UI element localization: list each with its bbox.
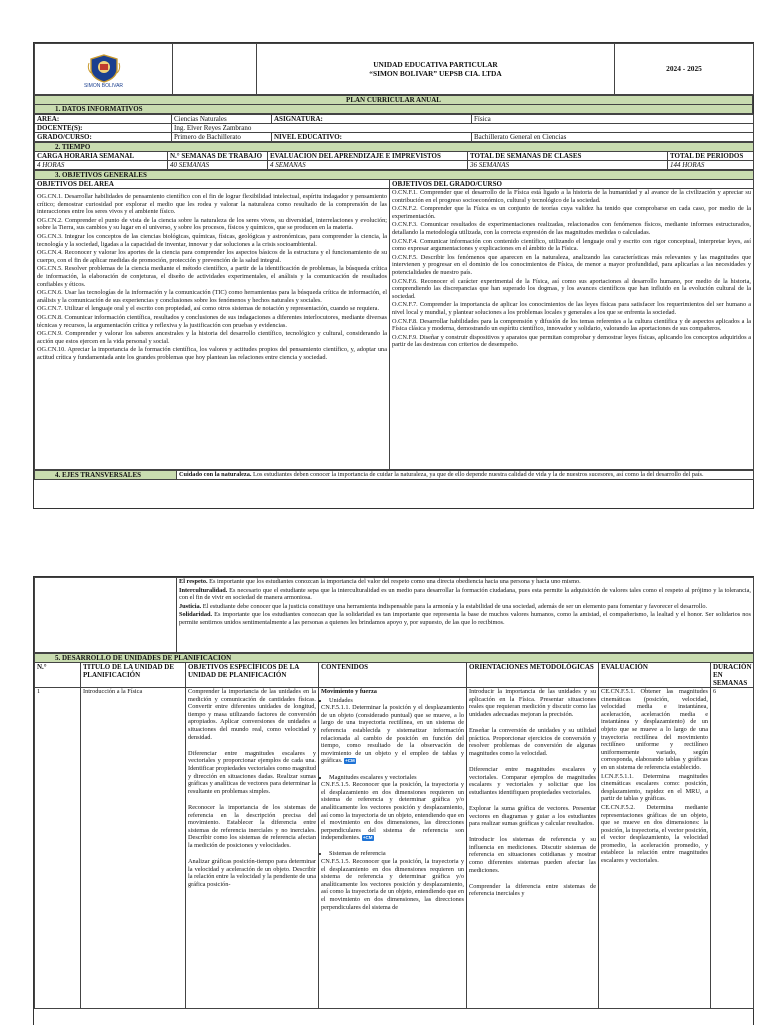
objetivo-especifico: Comprender la importancia de las unidades en la medición y comunicación de cantidades físicas. Convertir entre diferentes unidades de longitud, tiempo y masa utilizando factores de conversión apropiados. Aplicar conversiones de unidades a situaciones del mundo real, como velocidad y densidad. [188, 688, 316, 741]
objetivos-table [34, 170, 754, 470]
objetivos-area-list [35, 189, 390, 470]
school-year: 2024 - 2025 [615, 44, 754, 95]
total-periodos-label: TOTAL DE PERIODOS [668, 152, 754, 161]
section-tiempo: 2. TIEMPO [35, 143, 754, 152]
row-duracion: 6 [711, 688, 754, 1009]
objetivo-area-item: OG.CN.5. Resolver problemas de la ciencia mediante el método científico, a partir de la identificación de problemas, la búsqueda crítica de información, la elaboración de conjeturas, el diseño de actividades experimentales, el análisis y la comunicación de resultados confiables y éticos. [37, 265, 387, 288]
objetivos-grado-heading: OBJETIVOS DEL GRADO/CURSO [390, 180, 754, 189]
eje-interculturalidad [179, 587, 751, 602]
evaluacion-item: CE.CN.F.5.2. Determina mediante representaciones gráficas de un objeto, que se mueve en dos dimensiones: la posición, la trayectoria, el vector posición, el vector desplazamiento, la velocidad promedio, la aceleración promedio, y establece la relación entre magnitudes escalares y vectoriales. [601, 803, 709, 865]
grado-label: GRADO/CURSO: [35, 133, 172, 142]
unidades-table [34, 653, 754, 1009]
school-line-2: “SIMON BOLIVAR” UEPSB CIA. LTDA [369, 69, 502, 78]
asignatura-value: Física [472, 115, 754, 124]
semanas-value: 40 SEMANAS [168, 161, 268, 170]
objetivo-area-item: OG.CN.3. Integrar los conceptos de las ciencias biológicas, químicas, físicas, geológicas y astronómicas, para comprender la ciencia, la tecnología y la sociedad, ligadas a la capacidad de inventar, innovar y dar soluciones a la crisis socioambiental. [37, 232, 387, 248]
logo-cell [35, 44, 173, 95]
objetivo-area-item: OG.CN.7. Utilizar el lenguaje oral y el escrito con propiedad, así como otros sistemas de notación y representación, cuando se requiera. [37, 305, 380, 313]
eje-justicia-text: El estudiante debe conocer que la justicia constituye una herramienta indispensable para la armonía y la estabilidad de una sociedad, además de ser un elemento para fomentar y favorecer el desarrollo. [201, 602, 708, 610]
objetivo-area-item: OG.CN.1. Desarrollar habilidades de pensamiento científico con el fin de lograr flexibilidad intelectual, espíritu indagador y pensamiento crítico; demostrar curiosidad por explorar el medio que les rodea y valorar la naturaleza como resultado de la comprensión de las interacciones entre los seres vivos y el ambiente físico. [37, 193, 387, 216]
objetivo-grado-item: O.CN.F.7. Comprender la importancia de aplicar los conocimientos de las leyes físicas para satisfacer los requerimientos del ser humano a nivel local y mundial, y plantear soluciones a los problemas locales y generales a los que se enfrenta la sociedad. [392, 301, 752, 316]
datos-table [34, 114, 754, 142]
contenido-paragraph [321, 704, 464, 765]
eje-solidaridad [179, 611, 751, 626]
total-semanas-label: TOTAL DE SEMANAS DE CLASES [468, 152, 668, 161]
school-name-cell [257, 44, 615, 95]
docente-value: Ing. Elver Reyes Zambrano [172, 124, 754, 133]
objetivo-area-item: OG.CN.4. Reconocer y valorar los aportes de la ciencia para comprender los aspectos básicos de la estructura y el funcionamiento de su cuerpo, con el fin de aplicar medidas de promoción, protección y prevención de la salud integral. [37, 249, 387, 264]
row-evaluacion [599, 688, 711, 1009]
contenido-bullet: • Sistemas de referencia [329, 850, 464, 858]
eje-naturaleza-title: Cuidado con la naturaleza. [179, 471, 252, 478]
objetivo-grado-item: O.CN.F.6. Reconocer el carácter experimental de la Física, así como sus aportaciones al desarrollo humano, por medio de la historia, comprendiendo las discrepancias que han superado los dogmas, y los avances científicos que han influido en la evolución cultural de la sociedad. [392, 277, 752, 300]
area-label: AREA: [35, 115, 172, 124]
document-page-1 [33, 42, 754, 509]
plan-title: PLAN CURRICULAR ANUAL [35, 96, 753, 105]
col-titulo: TITULO DE LA UNIDAD DE PLANIFICACIÓN [81, 663, 186, 688]
col-orientaciones: ORIENTACIONES METODOLÓGICAS [467, 663, 599, 688]
school-logo [87, 53, 121, 83]
total-semanas-value: 36 SEMANAS [468, 161, 668, 170]
nivel-label: NIVEL EDUCATIVO: [272, 133, 472, 142]
eje-interculturalidad-text: Es necesario que el estudiante sepa que la interculturalidad es un medio para desarrollar la formación ciudadana, pues esta permite la adquisición de valores tales como el respeto al prójimo y la tolerancia, con el fin de vivir en sociedad de manera armoniosa. [179, 586, 751, 602]
eje-respeto-text: Es importante que los estudiantes conozcan la importancia del valor del respeto como una directa obediencia hacia una persona y hacia uno mismo. [207, 578, 581, 585]
objetivo-grado-item: O.CN.F.2. Comprender que la Física es un conjunto de teorías cuya validez ha tenido que comprobarse en cada caso, por medio de la experimentación. [392, 205, 752, 220]
objetivo-area-item: OG.CN.6. Usar las tecnologías de la información y la comunicación (TIC) como herramientas para la búsqueda crítica de información, el análisis y la comunicación de sus experiencias y conclusiones sobre los fenómenos y hechos naturales y sociales. [37, 289, 387, 304]
contenido-text: CN.F.5.1.1. Determinar la posición y el desplazamiento de un objeto (considerado puntual) que se mueve, a lo largo de una trayectoria rectilínea, en un sistema de referencia establecida y sistematizar información relacionada al cambio de posición en función del tiempo, como resultado de la observación de movimiento de un objeto y el empleo de tablas y gráficas. [321, 704, 464, 765]
carga-value: 4 HORAS [35, 161, 168, 170]
section-objetivos: 3. OBJETIVOS GENERALES [35, 171, 754, 180]
objetivo-grado-item: O.CN.F.1. Comprender que el desarrollo de la Física está ligado a la historia de la humanidad y al avance de la civilización y apreciar su contribución en el progreso socioeconómico, cultural y tecnológico de la sociedad. [392, 189, 752, 204]
objetivo-area-item: OG.CN.8. Comunicar información científica, resultados y conclusiones de sus indagaciones a diferentes interlocutores, mediante diversas técnicas y recursos, la argumentación crítica y reflexiva y la justificación con pruebas y evidencias. [37, 313, 387, 329]
section-unidades: 5. DESARROLLO DE UNIDADES DE PLANIFICACION [35, 654, 754, 663]
objetivo-especifico: Reconocer la importancia de los sistemas de referencia en la descripción precisa del movimiento. Establecer la diferencia entre sistemas de referencia inerciales y no inerciales. Describir como los sistemas de referencia afectan la medición de posiciones y velocidades. [188, 803, 316, 849]
total-periodos-value: 144 HORAS [668, 161, 754, 170]
cm-badge-icon[interactable]: +CM [345, 758, 355, 764]
contenido-paragraph [321, 781, 464, 842]
row-titulo: Introducción a la Física [81, 688, 186, 1009]
col-objetivos: OBJETIVOS ESPECÍFICOS DE LA UNIDAD DE PLANIFICACIÓN [186, 663, 319, 688]
docente-label: DOCENTE(S): [35, 124, 172, 133]
evaluacion-item: CE.CN.F.5.1. Obtener las magnitudes cinemáticas (posición, velocidad, velocidad media e instantánea, aceleración, aceleración media e instantánea y desplazamiento) de un objeto que se mueve a lo largo de una trayectoria rectilínea del movimiento rectilíneo uniforme y rectilíneo uniformemente variado, según corresponda, elaborando tablas y gráficas en un sistema de referencia establecido. [601, 688, 708, 771]
row-objetivos [186, 688, 319, 1009]
objetivo-grado-item: O.CN.F.4. Comunicar información con contenido científico, utilizando el lenguaje oral y escrito con rigor conceptual, interpretar leyes, así como expresar argumentaciones y explicaciones en el ámbito de la Física. [392, 237, 752, 253]
row-orientaciones [467, 688, 599, 1009]
col-contenidos: CONTENIDOS [319, 663, 467, 688]
orientacion-item: Introducir la importancia de las unidades y su aplicación en la Física. Presentar situaciones reales que requieran medición y discutir como las unidades adecuadas mejoran la precisión. [469, 688, 596, 718]
nivel-value: Bachillerato General en Ciencias [472, 133, 754, 142]
orientacion-item: Enseñar la conversión de unidades y su utilidad práctica. Proporcionar ejercicios de conversión y resolver problemas de conversión de algunas magnitudes como la velocidad. [469, 726, 596, 757]
evaluacion-value: 4 SEMANAS [268, 161, 468, 170]
objetivo-grado-item: O.CN.F.9. Diseñar y construir dispositivos y aparatos que permitan comprobar y demostrar leyes físicas, aplicando los conceptos adquiridos a partir de las destrezas con criterios de desempeño. [392, 333, 752, 349]
contenido-text: CN.F.5.1.5. Reconocer que la posición, la trayectoria y el desplazamiento en dos dimensiones requieren un sistema de referencia y determinar gráfica y/o analíticamente los vectores posición y desplazamiento, así como la trayectoria de un objeto, entendiendo que en el movimiento en dos dimensiones, las direcciones perpendiculares del sistema de referencia son independientes. [321, 781, 464, 842]
header-spacer [173, 44, 257, 95]
objetivo-area-item: OG.CN.2. Comprender el punto de vista de la ciencia sobre la naturaleza de los seres vivos, su diversidad, interrelaciones y evolución; sobre la Tierra, sus cambios y su lugar en el universo, y sobre los procesos, físicos y químicos, que se producen en la materia. [37, 216, 387, 232]
header-table [34, 43, 754, 95]
tiempo-table [34, 142, 754, 170]
contenido-paragraph: CN.F.5.1.5. Reconocer que la posición, la trayectoria y el desplazamiento en dos dimensiones requieren un sistema de referencia y determinar gráfica y/o analíticamente los vectores posición y desplazamiento, así como la trayectoria de un objeto, entendiendo que en el movimiento en dos dimensiones, las direcciones perpendiculares del sistema de [321, 858, 464, 911]
eje-justicia-title: Justicia. [179, 602, 202, 610]
ejes-table [34, 470, 754, 480]
eje-justicia [179, 603, 751, 611]
evaluacion-label: EVALUACION DEL APRENDIZAJE E IMPREVISTOS [268, 152, 468, 161]
plan-title-table [34, 95, 753, 114]
orientacion-item: Explorar la suma gráfica de vectores. Presentar vectores en diagramas y guiar a los estudiantes para realizar sumas gráficas y calcular resultados. [469, 804, 596, 828]
objetivo-especifico: Analizar gráficas posición-tiempo para determinar la velocidad y aceleración de un objeto. Describir la relación entre la velocidad y la pendiente de una gráfica posición- [188, 858, 316, 888]
eje-solidaridad-title: Solidaridad. [179, 611, 213, 619]
orientacion-item: Introducir los sistemas de referencia y su influencia en mediciones. Discutir sistemas de referencia en situaciones cotidianas y mostrar como diferentes sistemas pueden afectar las mediciones. [469, 836, 596, 874]
objetivo-area-item: OG.CN.9. Comprender y valorar los saberes ancestrales y la historia del desarrollo científico, tecnológico y cultural, considerando la acción que estos ejercen en la vida personal y social. [37, 330, 387, 345]
evaluacion-item: I.CN.F.5.1.1. Determina magnitudes cinemáticas escalares como: posición, desplazamiento, rapidez en el MRU, a partir de tablas y gráficas. [601, 772, 708, 803]
section-datos: 1. DATOS INFORMATIVOS [35, 105, 753, 114]
row-number: 1 [35, 688, 81, 1009]
contenido-bullet: • Unidades [329, 697, 464, 705]
contenido-bullet: • Magnitudes escalares y vectoriales [329, 774, 464, 782]
col-evaluacion: EVALUACIÓN [599, 663, 711, 688]
document-page-2 [33, 576, 754, 1025]
row-contenidos [319, 688, 467, 1009]
objetivo-grado-item: O.CN.F.3. Comunicar resultados de experimentaciones realizadas, relacionados con fenómenos físicos, mediante informes estructurados, detallando la metodología utilizada, con la correcta expresión de las magnitudes medidas o calculadas. [392, 221, 752, 236]
area-value: Ciencias Naturales [172, 115, 272, 124]
objetivo-area-item: OG.CN.10. Apreciar la importancia de la formación científica, los valores y actitudes propios del pensamiento científico, y, adoptar una actitud crítica y fundamentada ante los grandes problemas que hoy plantean las relaciones entre ciencia y sociedad. [37, 346, 387, 361]
objetivo-grado-item: O.CN.F.5. Describir los fenómenos que aparecen en la naturaleza, analizando las características más relevantes y las magnitudes que intervienen y progresar en el dominio de los conocimientos de Física, de menor a mayor profundidad, para aplicarlas a las necesidades y potencialidades de nuestro país. [392, 253, 752, 276]
orientacion-item: Diferenciar entre magnitudes escalares y vectoriales. Comparar ejemplos de magnitudes escalares y vectoriales y solicitar que los estudiantes identifiquen propiedades vectoriales. [469, 765, 596, 796]
objetivos-grado-list [390, 189, 754, 470]
col-duracion: DURACIÓN EN SEMANAS [711, 663, 754, 688]
grado-value: Primero de Bachillerato [172, 133, 272, 142]
cm-badge-icon[interactable]: +CM [362, 835, 373, 841]
ejes-spacer [35, 578, 177, 653]
section-ejes: 4. EJES TRANSVERSALES [35, 471, 177, 480]
eje-naturaleza [177, 471, 754, 480]
col-n: N.° [35, 663, 81, 688]
eje-interculturalidad-title: Interculturalidad. [179, 586, 228, 594]
carga-label: CARGA HORARIA SEMANAL [35, 152, 168, 161]
logo-text: SIMON BOLIVAR [83, 83, 124, 89]
eje-respeto [179, 578, 751, 586]
eje-solidaridad-text: Es importante que los estudiantes conozcan que la solidaridad es tan importante que representa la base de muchos valores humanos, como la amistad, el compañerismo, la lealtad y el honor. Ser solidarios nos permite sentirnos unidos sentimentalmente a las personas a quienes les brindamos apoyo y, por supuesto, de las que lo recibimos. [179, 611, 751, 626]
semanas-label: N.° SEMANAS DE TRABAJO [168, 152, 268, 161]
table-row [35, 688, 754, 1009]
ejes-continued [177, 578, 754, 653]
objetivo-especifico: Diferenciar entre magnitudes escalares y vectoriales y proporcionar ejemplos de cada una. Identificar propiedades vectoriales como magnitud y dirección en situaciones dadas. Realizar sumas gráficas y analíticas de vectores para determinar la resultante en problemas simples. [188, 749, 316, 795]
eje-respeto-title: El respeto. [179, 578, 208, 585]
eje-naturaleza-text: Los estudiantes deben conocer la importancia de cuidar la naturaleza, ya que de ello depende nuestra calidad de vida y la de nuestros sucesores, así como la del desarrollo del país. [251, 471, 704, 478]
contenidos-title: Movimiento y fuerza [321, 688, 377, 695]
ejes-continued-table [34, 577, 754, 653]
objetivo-grado-item: O.CN.F.8. Desarrollar habilidades para la comprensión y difusión de los temas referentes a la cultura científica y de aspectos aplicados a la Física clásica y moderna, demostrando un espíritu científico, innovador y solidario, valorando las aportaciones de sus compañeros. [392, 317, 752, 333]
objetivos-area-heading: OBJETIVOS DEL AREA [35, 180, 390, 189]
asignatura-label: ASIGNATURA: [272, 115, 472, 124]
orientacion-item: Comprender la diferencia entre sistemas de referencia inerciales y [469, 882, 596, 898]
school-line-1: UNIDAD EDUCATIVA PARTICULAR [373, 60, 498, 69]
